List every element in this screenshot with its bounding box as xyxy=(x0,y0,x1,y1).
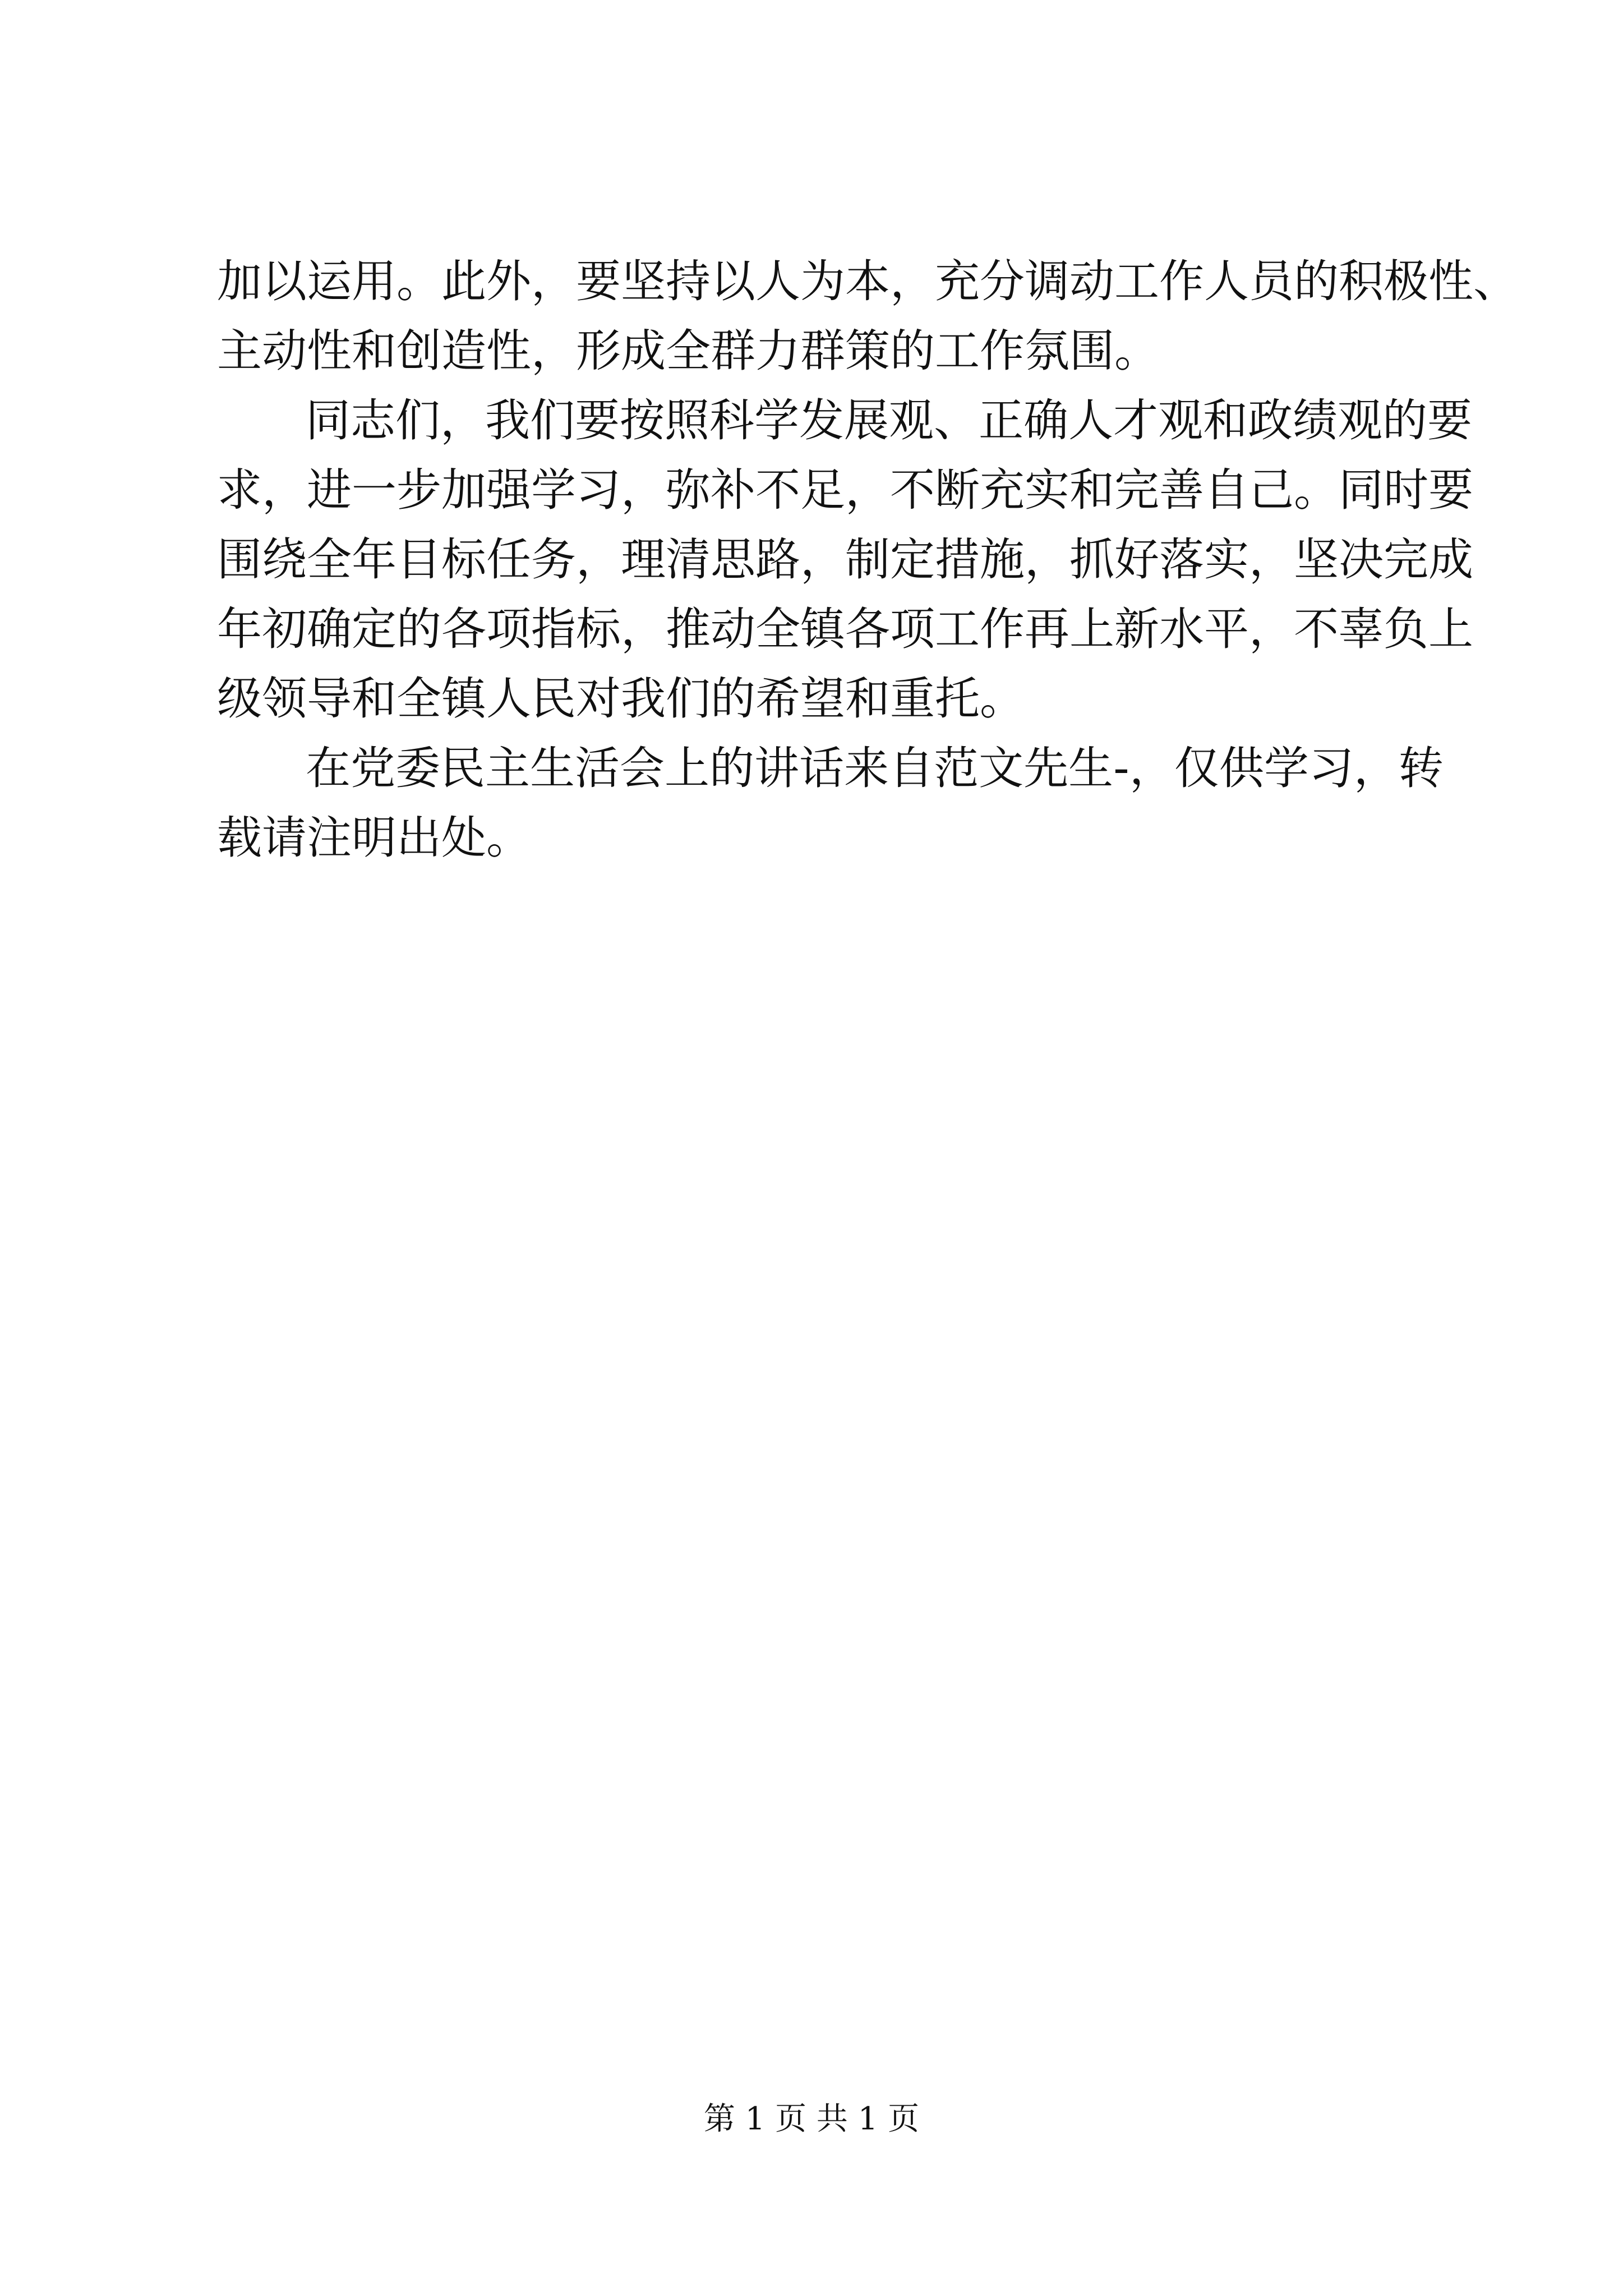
paragraph-2-line-5: 级领导和全镇人民对我们的希望和重托。 xyxy=(217,673,1025,725)
paragraph-3-line-1: 在党委民主生活会上的讲话来自范文先生-，仅供学习，转 xyxy=(306,742,1444,794)
paragraph-2-line-1: 同志们，我们要按照科学发展观、正确人才观和政绩观的要 xyxy=(306,394,1472,447)
paragraph-1-line-2: 主动性和创造性，形成全群力群策的工作氛围。 xyxy=(217,325,1159,377)
page-number-footer: 第 1 页 共 1 页 xyxy=(703,2101,920,2137)
paragraph-2-line-4: 年初确定的各项指标，推动全镇各项工作再上新水平，不辜负上 xyxy=(217,603,1473,655)
paragraph-1-line-1: 加以运用。此外，要坚持以人为本，充分调动工作人员的积极性、 xyxy=(217,255,1518,307)
paragraph-3-line-2: 载请注明出处。 xyxy=(217,812,531,864)
paragraph-2-line-2: 求，进一步加强学习，弥补不足，不断充实和完善自己。同时要 xyxy=(217,464,1473,516)
paragraph-2-line-3: 围绕全年目标任务，理清思路，制定措施，抓好落实，坚决完成 xyxy=(217,533,1473,586)
document-body xyxy=(217,247,1518,873)
